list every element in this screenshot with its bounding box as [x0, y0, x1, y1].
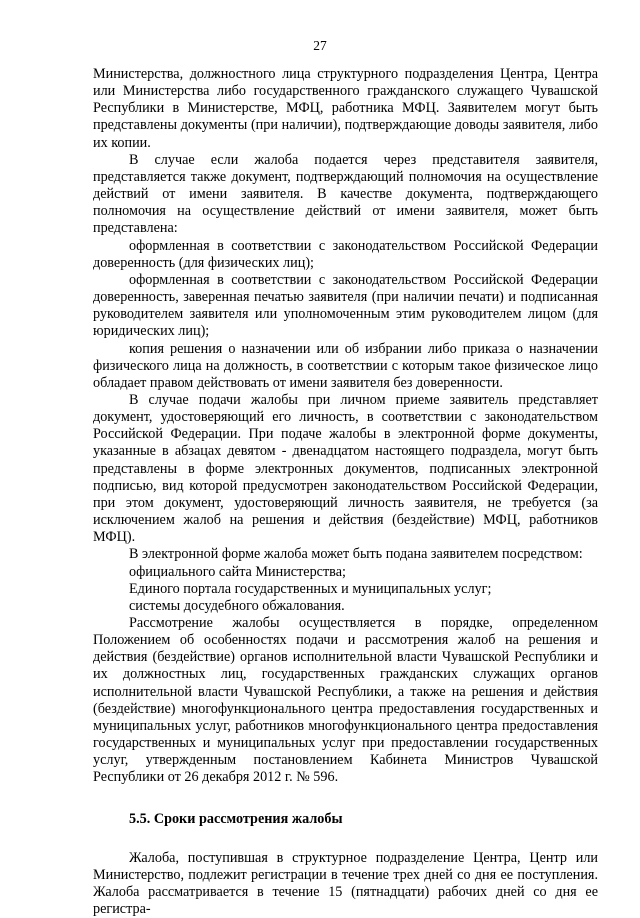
list-item-power-of-attorney-individuals: оформленная в соответствии с законодательством Российской Федерации доверенность (для физических лиц); [93, 237, 598, 271]
list-item-pretrial-system: системы досудебного обжалования. [129, 597, 345, 614]
list-item-appointment-decision: копия решения о назначении или об избрании либо приказа о назначении физического лица на должность, в соответствии с которым такое физическое лицо обладает правом действовать от имени заявителя без доверенности. [93, 340, 598, 391]
paragraph-continuation: Министерства, должностного лица структурного подразделения Центра, Центра или Министерства либо государственного гражданского служащего Чувашской Республики в Министерстве, МФЦ, работника МФЦ. Заявителем могут быть представлены документы (при наличии), подтверждающие доводы заявителя, либо их копии. [93, 66, 598, 151]
list-item-ministry-website: официального сайта Министерства; [129, 563, 346, 580]
document-body [93, 66, 598, 918]
spacer [93, 828, 598, 850]
paragraph-review-procedure: Рассмотрение жалобы осуществляется в порядке, определенном Положением об особенностях подачи и рассмотрения жалоб на решения и действия (бездействие) органов исполнительной власти Чувашской Республики и их должностных лиц, государственных гражданских служащих органов исполнительной власти Чувашской Республики, а также на решения и действия (бездействие) многофункционального центра предоставления государственных и муниципальных услуг, работников многофункционального центра предоставления государственных и муниципальных услуг при предоставлении государственных услуг, утвержденным постановлением Кабинета Министров Чувашской Республики от 26 декабря 2012 г. № 596. [93, 615, 598, 786]
list-item-power-of-attorney-legal-entities: оформленная в соответствии с законодательством Российской Федерации доверенность, заверенная печатью заявителя (при наличии печати) и подписанная руководителем заявителя или уполномоченным этим руководителем лицом (для юридических лиц); [93, 271, 598, 340]
list-item-unified-portal: Единого портала государственных и муниципальных услуг; [129, 580, 492, 597]
paragraph-electronic-form: В электронной форме жалоба может быть подана заявителем посредством: [129, 546, 583, 563]
paragraph-registration: Жалоба, поступившая в структурное подразделение Центра, Центр или Министерство, подлежит регистрации в течение трех дней со дня ее поступления. Жалоба рассматривается в течение 15 (пятнадцати) рабочих дней со дня ее регистра- [93, 849, 598, 918]
spacer [93, 787, 598, 811]
paragraph-personal-reception: В случае подачи жалобы при личном приеме заявитель представляет документ, удостоверяющий его личность, в соответствии с законодательством Российской Федерации. При подаче жалобы в электронной форме документы, указанные в абзацах девятом - двенадцатом настоящего подраздела, могут быть представлены в форме электронных документов, подписанных электронной подписью, вид которой предусмотрен законодательством Российской Федерации, при этом документ, удостоверяющий личность заявителя, не требуется (за исключением жалоб на решения и действия (бездействие) МФЦ, работников МФЦ). [93, 391, 598, 546]
page-number: 27 [313, 38, 327, 53]
section-heading: 5.5. Сроки рассмотрения жалобы [129, 810, 343, 827]
paragraph-representative: В случае если жалоба подается через представителя заявителя, представляется также документ, подтверждающий полномочия на осуществление действий от имени заявителя. В качестве документа, подтверждающего полномочия на осуществление действий от имени заявителя, может быть представлена: [93, 151, 598, 237]
